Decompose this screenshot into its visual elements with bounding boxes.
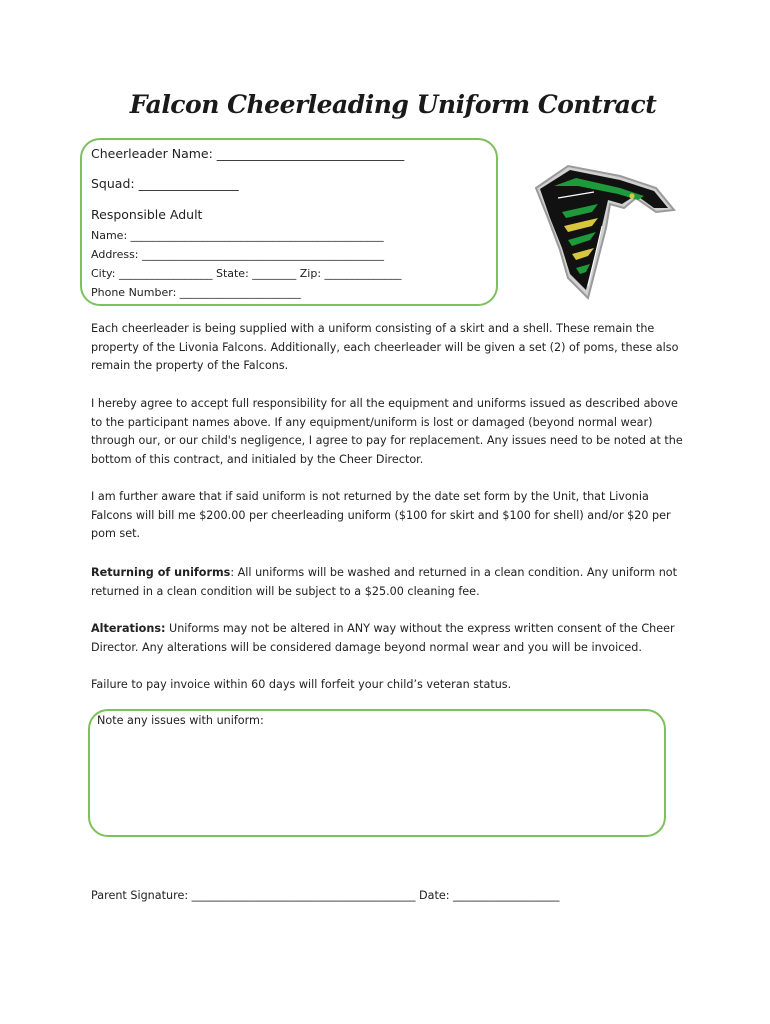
paragraph-responsibility: I hereby agree to accept full responsibility for all the equipment and uniforms issued as described above to the participant names above. If any equipment/uniform is lost or damaged (beyond normal wear) through our, or our child's negligence, I agree to pay for replacement. Any issues need to be noted at the bottom of this contract, and initialed by the Cheer Director.	[91, 397, 683, 466]
city-state-zip-field[interactable]: City: _________________ State: ________ Zip: ______________	[91, 267, 402, 280]
alterations-heading: Alterations:	[91, 622, 166, 635]
alterations-text: Uniforms may not be altered in ANY way without the express written consent of the Cheer Director. Any alterations will be considered damage beyond normal wear and you will be invoiced.	[91, 622, 675, 654]
returning-uniforms-heading: Returning of uniforms	[91, 566, 231, 579]
falcon-head-logo-icon	[528, 158, 676, 304]
adult-name-field[interactable]: Name: ______________________________________________	[91, 229, 384, 242]
notes-label: Note any issues with uniform:	[97, 714, 264, 727]
cheerleader-name-field[interactable]: Cheerleader Name: ______________________________	[91, 146, 405, 161]
address-field[interactable]: Address: ____________________________________________	[91, 248, 385, 261]
returning-uniforms-text: : All uniforms will be washed and returned in a clean condition. Any uniform not returned in a clean condition will be subject to a $25.00 cleaning fee.	[91, 566, 678, 598]
paragraph-billing: I am further aware that if said uniform is not returned by the date set form by the Unit, that Livonia Falcons will bill me $200.00 per cheerleading uniform ($100 for skirt and $100 for shell) and/or $20 per pom set.	[91, 490, 671, 541]
paragraph-veteran-status: Failure to pay invoice within 60 days will forfeit your child’s veteran status.	[91, 678, 512, 691]
paragraph-alterations	[91, 620, 691, 657]
paragraph-uniform-supply: Each cheerleader is being supplied with a uniform consisting of a skirt and a shell. These remain the property of the Livonia Falcons. Additionally, each cheerleader will be given a set (2) of poms, these also remain the property of the Falcons.	[91, 322, 679, 373]
uniform-issues-notes-box[interactable]	[88, 709, 666, 837]
participant-info-box	[80, 138, 498, 306]
phone-number-field[interactable]: Phone Number: ______________________	[91, 286, 301, 299]
squad-field[interactable]: Squad: ________________	[91, 176, 239, 191]
parent-signature-date-line[interactable]: Parent Signature: ________________________________________ Date: ___________________	[91, 889, 560, 902]
paragraph-returning-uniforms	[91, 564, 691, 601]
responsible-adult-heading: Responsible Adult	[91, 207, 203, 222]
page-title: Falcon Cheerleading Uniform Contract	[129, 90, 657, 119]
